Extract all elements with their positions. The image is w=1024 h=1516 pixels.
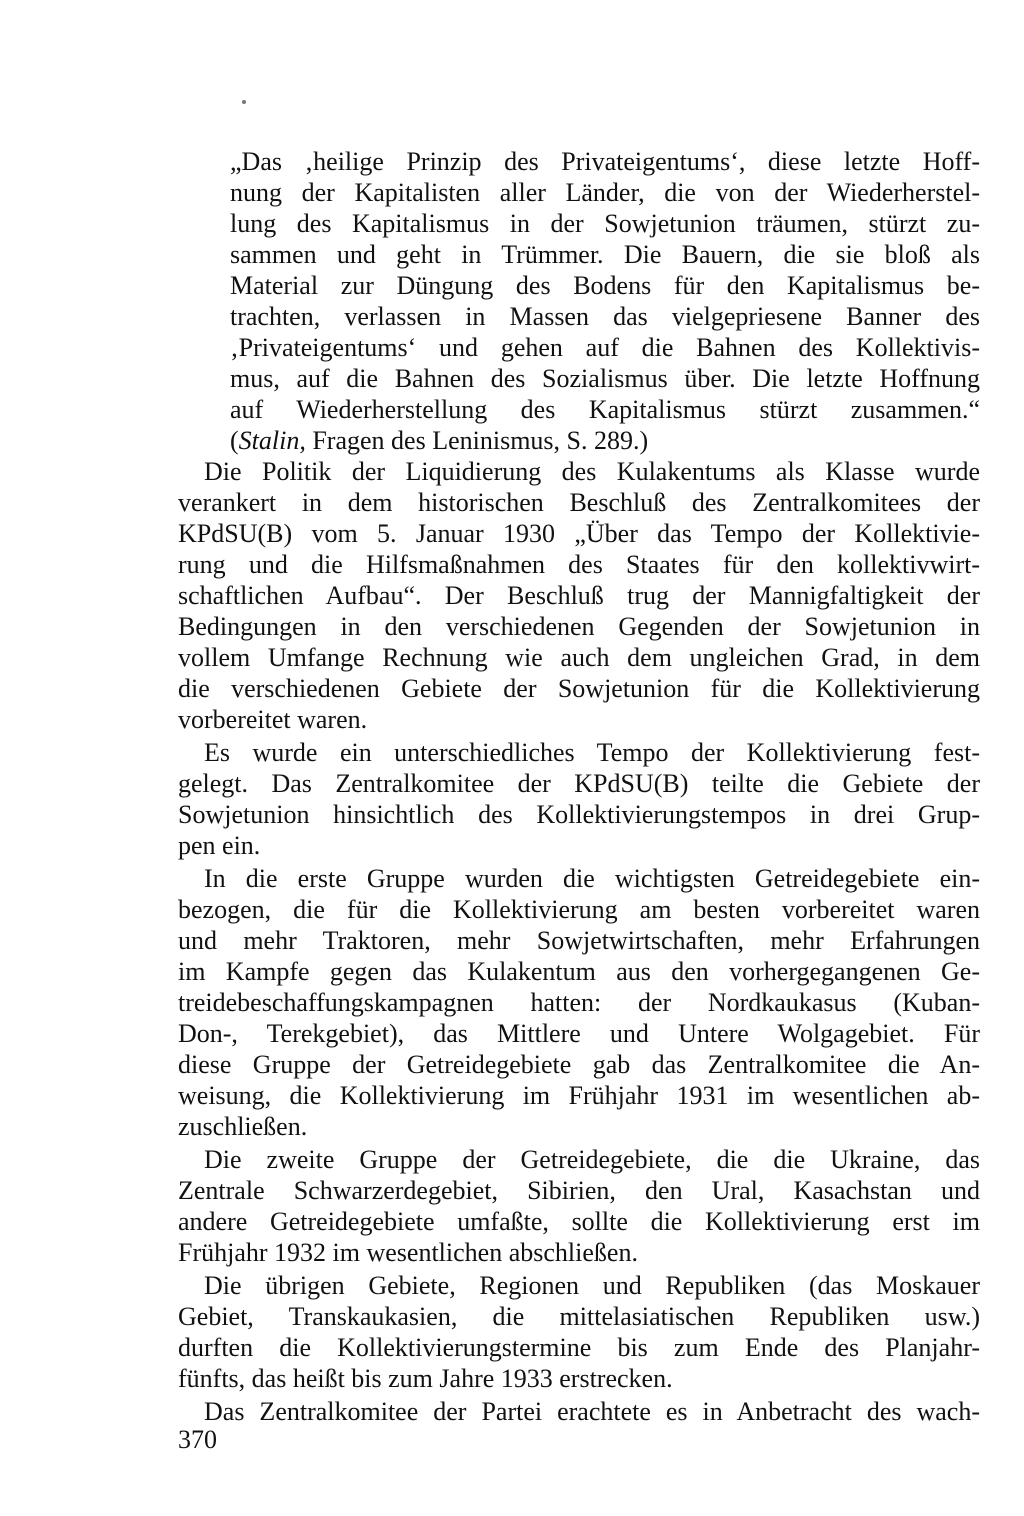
quote-line: „Das ‚heilige Prinzip des Privateigentums‘, diese letzte Hoff- [230,147,980,176]
paragraph-line: vorbereitet waren. [178,705,368,734]
paragraph-line: Bedingungen in den verschiedenen Gegenden der Sowjetunion in [178,612,980,641]
paragraph-line: weisung, die Kollektivierung im Frühjahr 1931 im wesentlichen ab- [178,1081,980,1110]
paragraph-line: KPdSU(B) vom 5. Januar 1930 „Über das Tempo der Kollektivie- [178,519,980,548]
paragraph-line: Es wurde ein unterschiedliches Tempo der Kollektivierung fest- [204,738,980,767]
paragraph-line: verankert in dem historischen Beschluß des Zentralkomitees der [178,488,980,517]
paragraph [178,456,980,735]
paragraph-line: fünfts, das heißt bis zum Jahre 1933 erstrecken. [178,1364,673,1393]
paragraph-line: Die zweite Gruppe der Getreidegebiete, die die Ukraine, das [204,1145,980,1174]
paragraph-line: treidebeschaffungskampagnen hatten: der Nordkaukasus (Kuban- [178,988,980,1017]
paragraph-line: zuschließen. [178,1112,308,1141]
page-number: 370 [178,1425,217,1454]
paragraph-line: schaftlichen Aufbau“. Der Beschluß trug der Mannigfaltigkeit der [178,581,980,610]
paragraph-line: Zentrale Schwarzerdegebiet, Sibirien, den Ural, Kasachstan und [178,1176,980,1205]
paragraph-line: pen ein. [178,831,261,860]
paragraph-line: und mehr Traktoren, mehr Sowjetwirtschaften, mehr Erfahrungen [178,926,980,955]
paragraph-line: vollem Umfange Rechnung wie auch dem ungleichen Grad, in dem [178,643,980,672]
paragraph-line: diese Gruppe der Getreidegebiete gab das Zentralkomitee die An- [178,1050,980,1079]
quote-line: auf Wiederherstellung des Kapitalismus stürzt zusammen.“ [230,395,980,424]
paragraph [178,863,980,1142]
quote-line: Material zur Düngung des Bodens für den Kapitalismus be- [230,271,980,300]
paragraph-line: andere Getreidegebiete umfaßte, sollte die Kollektivierung erst im [178,1207,980,1236]
quote-line: ‚Privateigentums‘ und gehen auf die Bahnen des Kollektivis- [230,333,980,362]
stalin-quote [230,146,980,456]
paragraph-line: Don-, Terekgebiet), das Mittlere und Untere Wolgagebiet. Für [178,1019,980,1048]
paragraph [178,1396,980,1427]
paragraph-line: Gebiet, Transkaukasien, die mittelasiatischen Republiken usw.) [178,1302,980,1331]
citation-source: Fragen des Leninismus, S. 289.) [305,426,649,455]
paragraph-line: bezogen, die für die Kollektivierung am besten vorbereitet waren [178,895,980,924]
paragraph-line: Sowjetunion hinsichtlich des Kollektivierungstempos in drei Grup- [178,800,980,829]
paragraph-line: durften die Kollektivierungstermine bis zum Ende des Planjahr- [178,1333,980,1362]
citation-open: ( [230,426,239,455]
paragraph-line: Die übrigen Gebiete, Regionen und Republiken (das Moskauer [204,1271,980,1300]
paragraph [178,1144,980,1268]
quote-line: trachten, verlassen in Massen das vielgepriesene Banner des [230,302,980,331]
quote-line: sammen und geht in Trümmer. Die Bauern, die sie bloß als [230,240,980,269]
body-text [178,456,980,1427]
paragraph [178,1270,980,1394]
citation-author: Stalin, [238,426,306,455]
paragraph-line: Die Politik der Liquidierung des Kulakentums als Klasse wurde [204,457,980,486]
paragraph-line: Das Zentralkomitee der Partei erachtete es in Anbetracht des wach- [204,1397,980,1426]
print-speck [242,100,246,104]
quote-line: lung des Kapitalismus in der Sowjetunion träumen, stürzt zu- [230,209,980,238]
paragraph-line: rung und die Hilfsmaßnahmen des Staates für den kollektivwirt- [178,550,980,579]
paragraph-line: im Kampfe gegen das Kulakentum aus den vorhergegangenen Ge- [178,957,980,986]
paragraph-line: die verschiedenen Gebiete der Sowjetunion für die Kollektivierung [178,674,980,703]
paragraph-line: gelegt. Das Zentralkomitee der KPdSU(B) teilte die Gebiete der [178,769,980,798]
paragraph-line: Frühjahr 1932 im wesentlichen abschließen. [178,1238,638,1267]
quote-line: mus, auf die Bahnen des Sozialismus über. Die letzte Hoffnung [230,364,980,393]
paragraph [178,737,980,861]
quote-line: nung der Kapitalisten aller Länder, die von der Wiederherstel- [230,178,980,207]
quote-citation [230,425,980,456]
paragraph-line: In die erste Gruppe wurden die wichtigsten Getreidegebiete ein- [204,864,980,893]
